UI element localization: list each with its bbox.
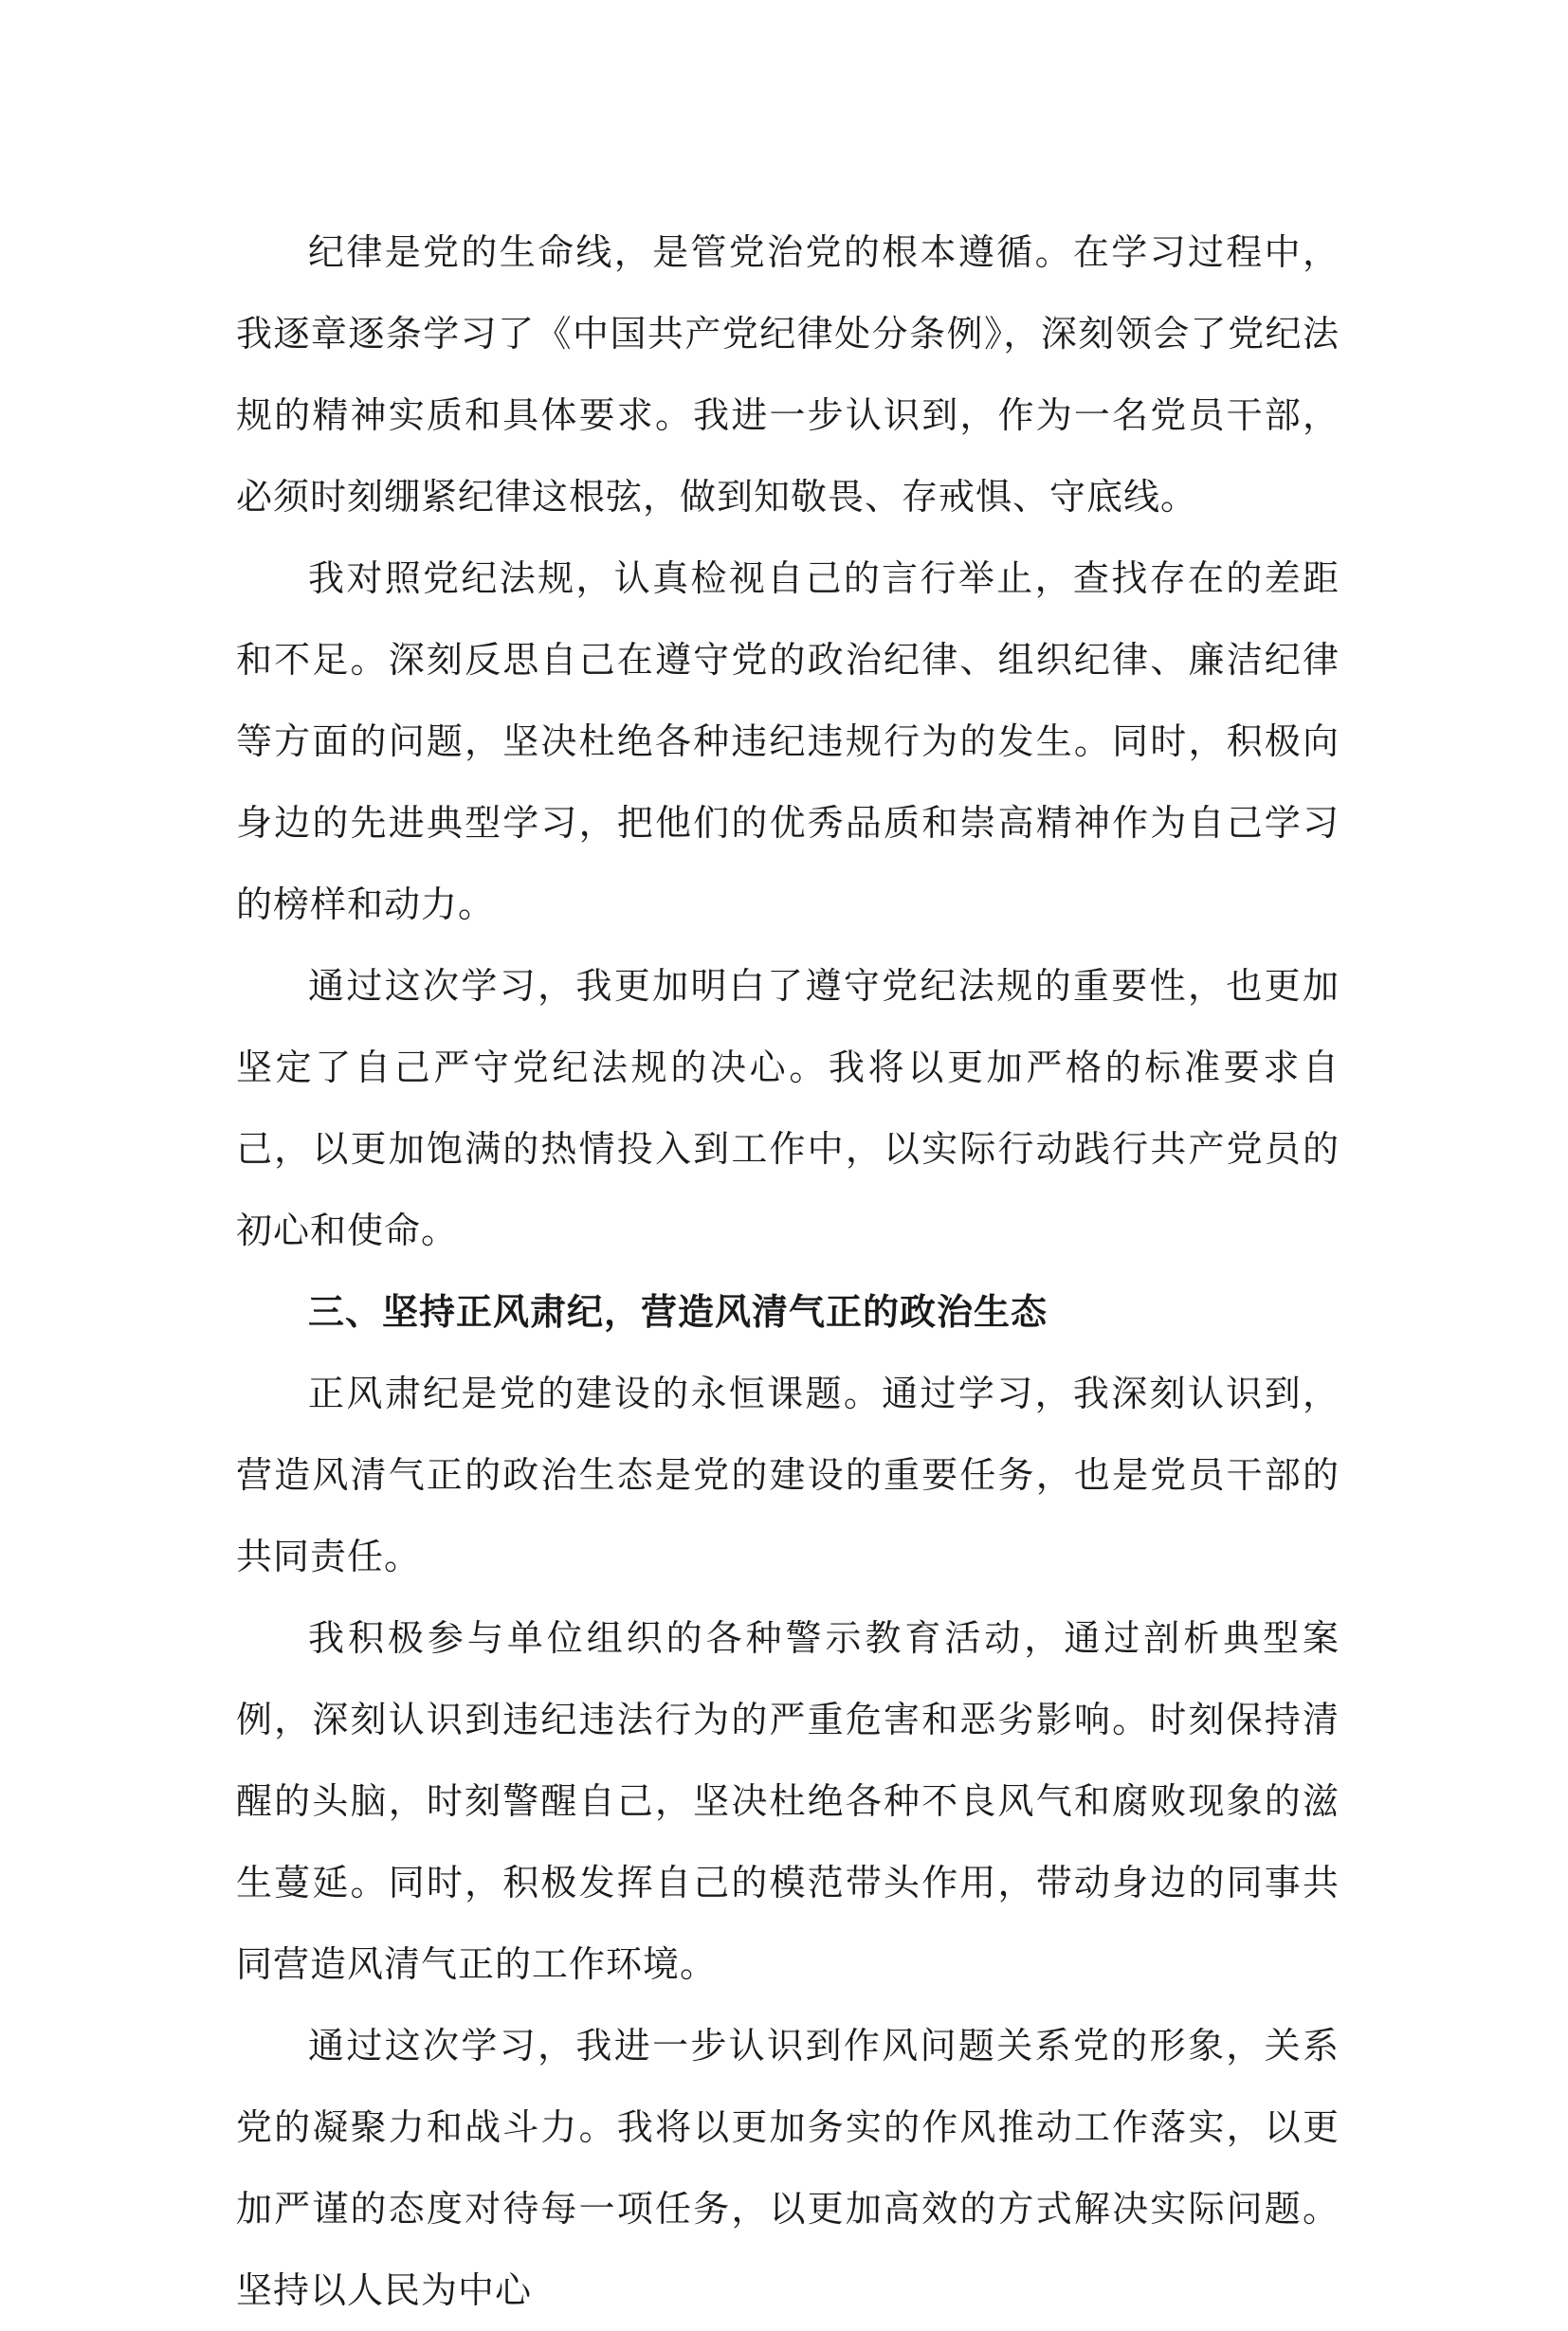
section-heading: 三、坚持正风肃纪，营造风清气正的政治生态 bbox=[308, 1291, 1048, 1333]
paragraph-2: 我对照党纪法规，认真检视自己的言行举止，查找存在的差距和不足。深刻反思自己在遵守党的政治纪律、组织纪律、廉洁纪律等方面的问题，坚决杜绝各种违纪违规行为的发生。同时，积极向身边的先进典型学习，把他们的优秀品质和崇高精神作为自己学习的榜样和动力。 bbox=[236, 557, 1340, 925]
document-body bbox=[236, 211, 1340, 2331]
section-paragraph-1: 正风肃纪是党的建设的永恒课题。通过学习，我深刻认识到，营造风清气正的政治生态是党的建设的重要任务，也是党员干部的共同责任。 bbox=[236, 1373, 1340, 1577]
paragraph-3: 通过这次学习，我更加明白了遵守党纪法规的重要性，也更加坚定了自己严守党纪法规的决心。我将以更加严格的标准要求自己，以更加饱满的热情投入到工作中，以实际行动践行共产党员的初心和使命。 bbox=[236, 965, 1340, 1251]
section-paragraph-2: 我积极参与单位组织的各种警示教育活动，通过剖析典型案例，深刻认识到违纪违法行为的严重危害和恶劣影响。时刻保持清醒的头脑，时刻警醒自己，坚决杜绝各种不良风气和腐败现象的滋生蔓延。同时，积极发挥自己的模范带头作用，带动身边的同事共同营造风清气正的工作环境。 bbox=[236, 1617, 1340, 1985]
section-paragraph-3: 通过这次学习，我进一步认识到作风问题关系党的形象，关系党的凝聚力和战斗力。我将以更加务实的作风推动工作落实，以更加严谨的态度对待每一项任务，以更加高效的方式解决实际问题。坚持以人民为中心 bbox=[236, 2025, 1340, 2311]
paragraph-1: 纪律是党的生命线，是管党治党的根本遵循。在学习过程中，我逐章逐条学习了《中国共产党纪律处分条例》，深刻领会了党纪法规的精神实质和具体要求。我进一步认识到，作为一名党员干部，必须时刻绷紧纪律这根弦，做到知敬畏、存戒惧、守底线。 bbox=[236, 231, 1340, 518]
